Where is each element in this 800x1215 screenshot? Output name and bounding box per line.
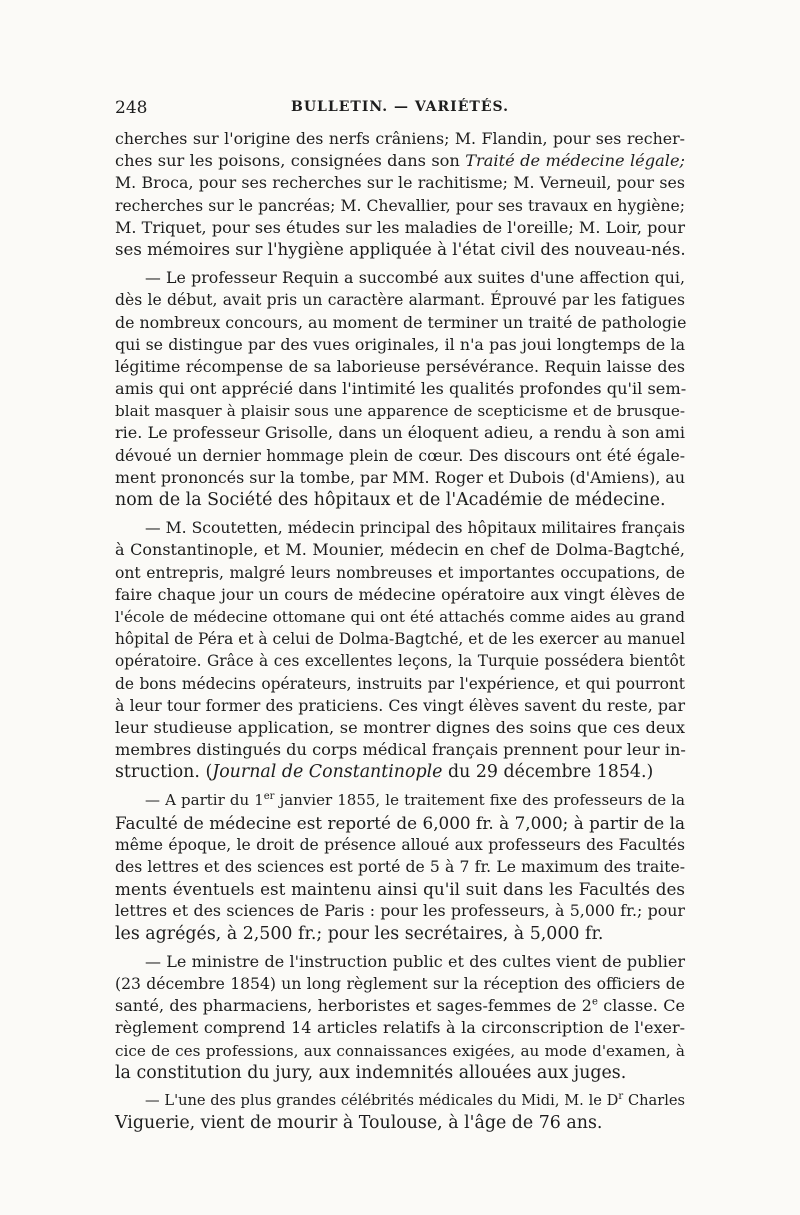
text-line: légitime récompense de sa laborieuse persévérance. Requin laisse des — [115, 356, 685, 376]
text-line: dévoué un dernier hommage plein de cœur. Des discours ont été égale- — [115, 446, 685, 465]
text-line: M. Broca, pour ses recherches sur le rachitisme; M. Verneuil, pour ses — [115, 173, 685, 193]
text-line: ment prononcés sur la tombe, par MM. Roger et Dubois (d'Amiens), au — [115, 467, 685, 487]
text-line: qui se distingue par des vues originales, il n'a pas joui longtemps de la — [115, 334, 685, 354]
paragraph-3 — [115, 517, 685, 783]
text-line: même époque, le droit de présence alloué aux professeurs des Facultés — [115, 835, 685, 854]
text-line: membres distingués du corps médical français prennent pour leur in- — [115, 740, 686, 760]
text-line: — Le professeur Requin a succombé aux suites d'une affection qui, — [145, 268, 685, 288]
paragraph-4 — [115, 789, 685, 944]
text-line: ont entrepris, malgré leurs nombreuses et importantes occupations, de — [115, 563, 685, 582]
text-line: (23 décembre 1854) un long règlement sur la réception des officiers de — [115, 974, 685, 993]
text-line: ses mémoires sur l'hygiène appliquée à l'état civil des nouveau-nés. — [115, 239, 686, 259]
book-title: Traité de médecine légale; — [465, 151, 685, 171]
text-line: à Constantinople, et M. Mounier, médecin en chef de Dolma-Bagtché, — [115, 540, 685, 560]
text-line: Viguerie, vient de mourir à Toulouse, à l'âge de 76 ans. — [115, 1113, 603, 1134]
text-line: hôpital de Péra et à celui de Dolma-Bagtché, et de les exercer au manuel — [115, 630, 685, 649]
text-line: recherches sur le pancréas; M. Chevallier, pour ses travaux en hygiène; — [115, 196, 685, 215]
superscript: er — [263, 791, 275, 803]
text-line: santé, des pharmaciens, herboristes et sages-femmes de 2e classe. Ce — [115, 996, 685, 1016]
text-line: de bons médecins opérateurs, instruits par l'expérience, et qui pourront — [115, 674, 685, 693]
text-line: à leur tour former des praticiens. Ces vingt élèves savent du reste, par — [115, 695, 685, 715]
text-line: opératoire. Grâce à ces excellentes leçons, la Turquie possédera bientôt — [115, 652, 685, 671]
paragraph-1 — [115, 128, 685, 261]
journal-title: Journal de Constantinople — [212, 762, 443, 783]
running-head: BULLETIN. — VARIÉTÉS. — [291, 99, 509, 115]
text-line: cice de ces professions, aux connaissances exigées, au mode d'examen, à — [115, 1041, 685, 1060]
text-line: — A partir du 1er janvier 1855, le traitement fixe des professeurs de la — [145, 791, 685, 810]
page-header — [115, 98, 685, 122]
text-line: — L'une des plus grandes célébrités médicales du Midi, M. le $D^r$ Charles — [145, 1091, 685, 1109]
text-line: des lettres et des sciences est porté de 5 à 7 fr. Le maximum des traite- — [115, 858, 685, 876]
text-line: ches sur les poisons, consignées dans son Traité de médecine légale; — [115, 151, 685, 171]
text-line: cherches sur l'origine des nerfs crâniens; M. Flandin, pour ses recher- — [115, 129, 685, 148]
text-line: — Le ministre de l'instruction public et des cultes vient de publier — [145, 951, 685, 971]
text-line: les agrégés, à 2,500 fr.; pour les secrétaires, à 5,000 fr. — [115, 923, 604, 944]
paragraph-5 — [115, 951, 685, 1084]
text-line: lettres et des sciences de Paris : pour les professeurs, à 5,000 fr.; pour — [115, 901, 685, 921]
text-line: de nombreux concours, au moment de terminer un traité de pathologie — [115, 312, 687, 332]
text-line: règlement comprend 14 articles relatifs à la circonscription de l'exer- — [115, 1018, 685, 1038]
text-line: blait masquer à plaisir sous une apparence de scepticisme et de brusque- — [115, 402, 685, 421]
text-line: la constitution du jury, aux indemnités allouées aux juges. — [115, 1062, 627, 1083]
superscript: e — [591, 996, 598, 1008]
text-line: M. Triquet, pour ses études sur les maladies de l'oreille; M. Loir, pour — [115, 217, 685, 237]
text-line: faire chaque jour un cours de médecine opératoire aux vingt élèves de — [115, 584, 685, 604]
text-line: leur studieuse application, se montrer dignes des soins que ces deux — [115, 717, 685, 737]
paragraph-6 — [115, 1090, 685, 1134]
text-line: Faculté de médecine est reporté de 6,000 fr. à 7,000; à partir de la — [115, 812, 685, 833]
text-line: nom de la Société des hôpitaux et de l'Académie de médecine. — [115, 490, 666, 510]
text-line: rie. Le professeur Grisolle, dans un éloquent adieu, a rendu à son ami — [115, 423, 685, 443]
text-line: l'école de médecine ottomane qui ont été attachés comme aides au grand — [115, 607, 685, 626]
page-number: 248 — [115, 98, 148, 118]
text-line: struction. (Journal de Constantinople du 29 décembre 1854.) — [115, 762, 654, 783]
text-line: ments éventuels est maintenu ainsi qu'il suit dans les Facultés des — [115, 879, 685, 900]
text-line: — M. Scoutetten, médecin principal des hôpitaux militaires français — [145, 519, 685, 538]
text-line: amis qui ont apprécié dans l'intimité les qualités profondes qu'il sem- — [115, 379, 687, 399]
superscript: r — [618, 1091, 624, 1103]
paragraph-2 — [115, 267, 685, 511]
page-body — [115, 128, 685, 1134]
text-line: dès le début, avait pris un caractère alarmant. Éprouvé par les fatigues — [115, 291, 685, 310]
